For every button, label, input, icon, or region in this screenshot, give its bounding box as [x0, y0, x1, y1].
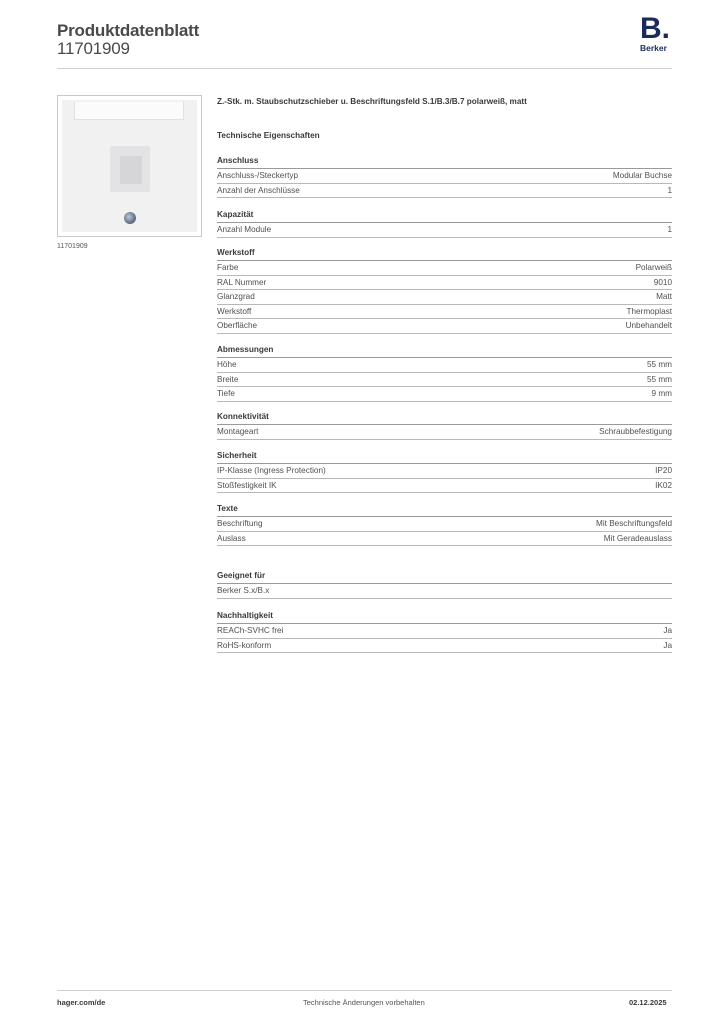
section-1: [217, 209, 672, 238]
table-row: [217, 532, 672, 547]
section-8: [217, 610, 672, 653]
product-image: [57, 95, 202, 237]
table-row: [217, 184, 672, 199]
row-value: Unbehandelt: [625, 321, 672, 331]
table-row: [217, 319, 672, 334]
table-row: [217, 479, 672, 494]
row-value: 55 mm: [646, 360, 672, 369]
table-row: [217, 584, 672, 599]
row-value: IK02: [655, 480, 672, 490]
section-title: Nachhaltigkeit: [217, 610, 672, 624]
row-value: Mit Geradeauslass: [603, 533, 672, 543]
section-2: [217, 247, 672, 334]
section-title: Abmessungen: [217, 344, 672, 358]
row-value: Ja: [663, 626, 672, 635]
row-value: Schraubbefestigung: [599, 427, 672, 436]
row-value: 9010: [653, 277, 672, 287]
row-label: Tiefe: [217, 389, 235, 399]
row-value: Thermoplast: [626, 306, 672, 316]
footer-date: 02.12.2025: [629, 998, 667, 1007]
properties-heading: Technische Eigenschaften: [217, 131, 320, 140]
row-label: Glanzgrad: [217, 292, 255, 302]
table-row: [217, 276, 672, 291]
page-title: Produktdatenblatt: [57, 21, 200, 40]
row-value: 1: [667, 185, 672, 195]
section-0: [217, 155, 672, 198]
row-value: IP20: [655, 466, 672, 475]
row-label: Anschluss-/Steckertyp: [217, 171, 298, 180]
section-title: Anschluss: [217, 155, 672, 169]
row-label: RAL Nummer: [217, 277, 267, 287]
footer-divider: [57, 990, 672, 991]
row-label: Breite: [217, 374, 239, 384]
table-row: [217, 624, 672, 639]
row-value: 55 mm: [646, 374, 672, 384]
section-5: [217, 450, 672, 493]
row-label: Werkstoff: [217, 306, 252, 316]
table-row: [217, 464, 672, 479]
product-description: Z.-Stk. m. Staubschutzschieber u. Beschriftungsfeld S.1/B.3/B.7 polarweiß, matt: [217, 97, 527, 106]
table-row: [217, 425, 672, 440]
row-value: Ja: [663, 640, 672, 650]
row-value: Matt: [656, 292, 672, 302]
table-row: [217, 305, 672, 320]
section-3: [217, 344, 672, 402]
section-title: Kapazität: [217, 209, 672, 223]
table-row: [217, 358, 672, 373]
logo-text: Berker: [640, 43, 667, 53]
row-label: IP-Klasse (Ingress Protection): [217, 466, 326, 475]
dust-shutter: [120, 156, 142, 184]
section-title: Geeignet für: [217, 570, 672, 584]
image-caption: 11701909: [57, 243, 88, 250]
cover-plate: [62, 100, 197, 232]
row-label: Beschriftung: [217, 519, 263, 528]
table-row: [217, 517, 672, 532]
section-title: Werkstoff: [217, 247, 672, 261]
row-label: Anzahl Module: [217, 225, 272, 234]
section-title: Sicherheit: [217, 450, 672, 464]
row-value: 1: [667, 225, 672, 234]
table-row: [217, 387, 672, 402]
section-4: [217, 411, 672, 440]
table-row: [217, 223, 672, 238]
socket-opening: [110, 146, 150, 192]
row-label: Farbe: [217, 263, 239, 272]
berker-logo: [638, 12, 674, 54]
row-value: 9 mm: [651, 389, 672, 399]
row-label: Oberfläche: [217, 321, 258, 331]
row-label: RoHS-konform: [217, 640, 272, 650]
header-divider: [57, 68, 672, 69]
row-label: Auslass: [217, 533, 246, 543]
label-field: [74, 102, 184, 120]
row-value: Mit Beschriftungsfeld: [596, 519, 672, 528]
article-number: 11701909: [57, 39, 130, 58]
table-row: [217, 169, 672, 184]
row-label: Montageart: [217, 427, 259, 436]
table-row: [217, 261, 672, 276]
section-6: [217, 503, 672, 546]
row-label: Höhe: [217, 360, 237, 369]
table-row: [217, 373, 672, 388]
table-row: [217, 639, 672, 654]
led-indicator: [124, 212, 136, 224]
logo-mark: B.: [640, 12, 670, 45]
row-label: Berker S.x/B.x: [217, 586, 270, 595]
section-title: Konnektivität: [217, 411, 672, 425]
row-label: Anzahl der Anschlüsse: [217, 185, 300, 195]
table-row: [217, 290, 672, 305]
section-title: Texte: [217, 503, 672, 517]
row-value: Modular Buchse: [612, 171, 672, 180]
section-7: [217, 570, 672, 599]
row-label: REACh-SVHC frei: [217, 626, 284, 635]
footer-notice: Technische Änderungen vorbehalten: [303, 998, 425, 1007]
footer-website[interactable]: hager.com/de: [57, 998, 106, 1007]
row-value: Polarweiß: [635, 263, 672, 272]
row-label: Stoßfestigkeit IK: [217, 480, 277, 490]
